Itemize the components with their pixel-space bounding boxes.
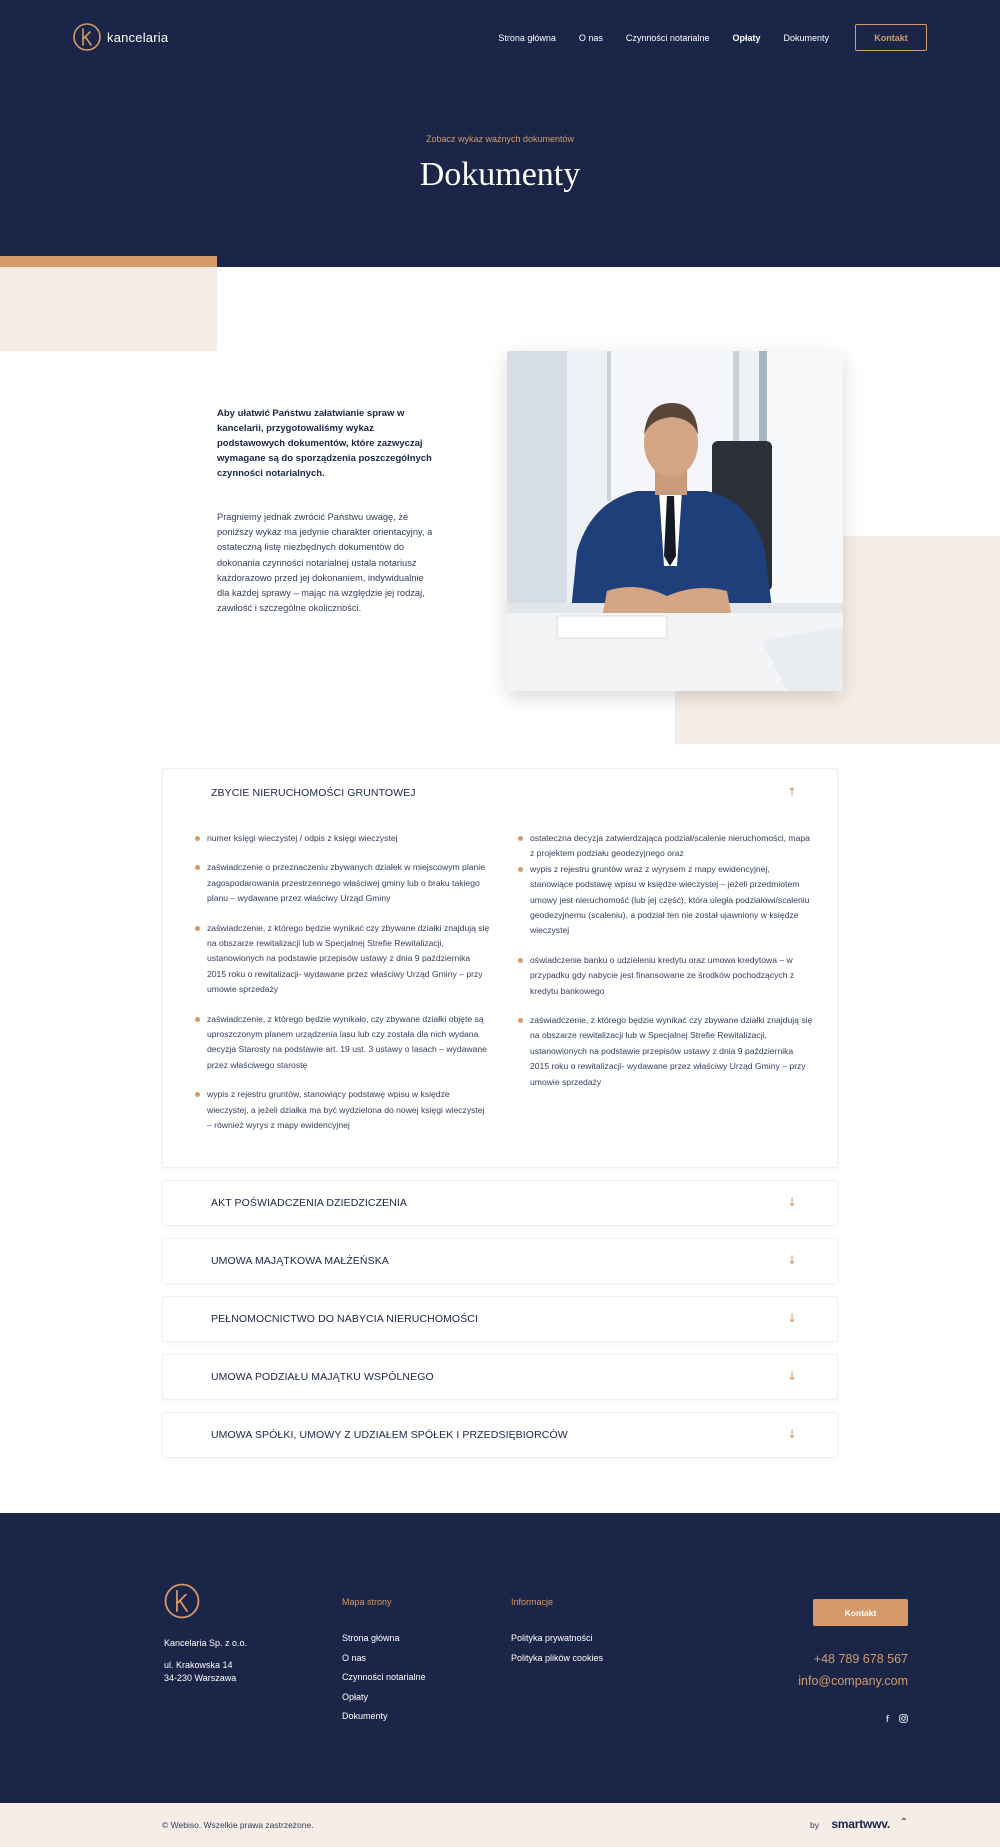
decorative-accent-bar: [0, 256, 217, 267]
accordion-title: UMOWA MAJĄTKOWA MAŁŻEŃSKA: [211, 1255, 389, 1267]
nav-item-fees[interactable]: Opłaty: [732, 32, 761, 43]
footer-company-name: Kancelaria Sp. z o.o.: [164, 1638, 248, 1648]
bullet-dot-icon: [518, 1018, 523, 1023]
accordion-title: UMOWA PODZIAŁU MAJĄTKU WSPÓLNEGO: [211, 1371, 434, 1383]
bullet-dot-icon: [195, 1092, 200, 1097]
arrow-down-icon: ↓: [786, 1369, 797, 1383]
footer-link-fees[interactable]: Opłaty: [342, 1691, 369, 1702]
footer-contact-button[interactable]: Kontakt: [813, 1599, 908, 1626]
by-label: by: [810, 1820, 819, 1830]
accordion-item-open: [162, 768, 838, 1168]
bullet-dot-icon: [195, 926, 200, 931]
bullet-dot-icon: [518, 867, 523, 872]
hero-header: [0, 0, 1000, 267]
bullet-dot-icon: [195, 1017, 200, 1022]
address-line: 34-230 Warszawa: [164, 1673, 237, 1683]
accordion-title[interactable]: ZBYCIE NIERUCHOMOŚCI GRUNTOWEJ: [211, 787, 416, 799]
documents-list-right: [518, 831, 814, 1104]
footer-sitemap-heading: Mapa strony: [342, 1597, 392, 1607]
social-links: [876, 1714, 908, 1726]
nav-item-documents[interactable]: Dokumenty: [783, 32, 829, 43]
footer-link-documents[interactable]: Dokumenty: [342, 1711, 388, 1721]
documents-accordion: [162, 768, 838, 1458]
nav-item-about[interactable]: O nas: [578, 32, 603, 43]
footer-link-home[interactable]: Strona główna: [342, 1633, 400, 1643]
address-line: ul. Krakowska 14: [164, 1660, 233, 1670]
nav-item-notarial-acts[interactable]: Czynności notarialne: [625, 32, 710, 43]
list-item: numer księgi wieczystej / odpis z księgi wieczystej: [195, 831, 491, 846]
logo-k-icon: [163, 1582, 201, 1620]
footer-info-heading: Informacje: [511, 1597, 554, 1607]
page-title: Dokumenty: [419, 156, 581, 193]
footer-phone[interactable]: +48 789 678 567: [813, 1652, 908, 1666]
footer-link-cookies[interactable]: Polityka plików cookies: [511, 1652, 604, 1663]
bullet-dot-icon: [518, 836, 523, 841]
logo[interactable]: [72, 22, 168, 52]
accordion-title: UMOWA SPÓŁKI, UMOWY Z UDZIAŁEM SPÓŁEK I PRZEDSIĘBIORCÓW: [211, 1429, 568, 1441]
accordion-item-marital-agreement[interactable]: [162, 1238, 838, 1284]
footer-email[interactable]: info@company.com: [798, 1674, 908, 1688]
accordion-item-power-of-attorney[interactable]: [162, 1296, 838, 1342]
logo-text: kancelaria: [107, 29, 169, 45]
footer: [0, 1513, 1000, 1803]
agency-logo[interactable]: smartwwv.: [831, 1817, 890, 1831]
bottom-bar: [0, 1803, 1000, 1847]
accordion-title: AKT POŚWIADCZENIA DZIEDZICZENIA: [211, 1197, 408, 1209]
contact-button[interactable]: Kontakt: [855, 24, 927, 51]
copyright: © Webiso. Wszelkie prawa zastrzeżone.: [162, 1820, 314, 1830]
list-item: zaświadczenie, z którego będzie wynikać czy zbywane działki znajdują się na obszarze rewitalizacji lub w Specjalnej Strefie Rewitalizacji, ustanowionych na podstawie przepisów ustawy z dnia 9 października 2015 roku o rewitalizacji- wydawane przez właściwy Urząd Gminy – przy umowie sprzedaży: [195, 921, 491, 998]
arrow-down-icon: ↓: [786, 1195, 797, 1209]
list-item: wypis z rejestru gruntów wraz z wyrysem z mapy ewidencyjnej, stanowiące podstawę wpisu w księdze wieczystej – jeżeli przedmiotem umowy jest nieruchomość (lub jej część), która uległa podziałowi/scaleniu geodezyjnemu (scaleniu), a podział ten nie został ujawniony w księdze wieczystej: [518, 862, 814, 939]
arrow-up-icon[interactable]: ↑: [786, 785, 797, 799]
footer-sitemap-links: [342, 1633, 426, 1731]
facebook-icon[interactable]: f: [885, 1715, 889, 1725]
bullet-dot-icon: [195, 836, 200, 841]
instagram-icon[interactable]: [899, 1714, 908, 1726]
documents-list-left: [195, 831, 491, 1148]
footer-link-privacy[interactable]: Polityka prywatności: [511, 1633, 593, 1643]
accordion-title: PEŁNOMOCNICTWO DO NABYCIA NIERUCHOMOŚCI: [211, 1313, 479, 1325]
decorative-cream-block-left: [0, 267, 217, 351]
accordion-item-property-division[interactable]: [162, 1354, 838, 1400]
scroll-top-chevron-up-icon[interactable]: ⌃: [899, 1817, 908, 1828]
accordion-item-company-agreement[interactable]: [162, 1412, 838, 1458]
list-item: ostateczna decyzja zatwierdzająca podział/scalenie nieruchomości, mapa z projektem podziału geodezyjnego oraz: [518, 831, 814, 862]
arrow-down-icon: ↓: [786, 1253, 797, 1267]
footer-address: [164, 1659, 236, 1685]
arrow-down-icon: ↓: [786, 1427, 797, 1441]
list-item: zaświadczenie, z którego będzie wynikać czy zbywane działki znajdują się na obszarze rewitalizacji lub w Specjalnej Strefie Rewitalizacji, ustanowionych na podstawie przepisów ustawy z dnia 9 października 2015 roku o rewitalizacji- wydawane przez właściwy Urząd Gminy – przy umowie sprzedaży: [518, 1013, 814, 1090]
accordion-item-inheritance[interactable]: [162, 1180, 838, 1226]
bullet-dot-icon: [195, 865, 200, 870]
bullet-dot-icon: [518, 958, 523, 963]
intro-lead: Aby ułatwić Państwu załatwianie spraw w kancelarii, przygotowaliśmy wykaz podstawowych dokumentów, które zazwyczaj wymagane są do sporządzenia poszczególnych czynności notarialnych.: [217, 408, 432, 479]
intro-body: Pragniemy jednak zwrócić Państwu uwagę, że poniższy wykaz ma jedynie charakter orientacyjny, a ostateczną listę niezbędnych dokumentów do dokonania czynności notarialnej ustala notariusz każdorazowo przed jej dokonaniem, indywidualnie dla każdej sprawy – mając na względzie jej rodzaj, zawiłość i szczególne okoliczności.: [217, 512, 433, 614]
hero-eyebrow: Zobacz wykaz ważnych dokumentów: [425, 134, 575, 144]
footer-link-notarial-acts[interactable]: Czynności notarialne: [342, 1672, 426, 1682]
footer-link-about[interactable]: O nas: [342, 1652, 367, 1663]
list-item: zaświadczenie, z którego będzie wynikało, czy zbywane działki objęte są uproszczonym planem urządzenia lasu lub czy została dla nich wydana decyzja Starosty na podstawie art. 19 ust. 3 ustawy o lasach – wydawane przez właściwego starostę: [195, 1012, 491, 1074]
list-item: oświadczenie banku o udzieleniu kredytu oraz umowa kredytowa – w przypadku gdy nabycie jest finansowane ze środków pochodzących z kredytu bankowego: [518, 953, 814, 999]
logo-k-icon: [72, 22, 102, 52]
list-item: wypis z rejestru gruntów, stanowiący podstawę wpisu w księdze wieczystej, a jeżeli działka ma być wydzielona do nowej księgi wieczystej – również wyrys z mapy ewidencyjnej: [195, 1087, 491, 1133]
nav-item-home[interactable]: Strona główna: [498, 32, 556, 43]
main-nav: [498, 24, 927, 51]
footer-info-links: [511, 1633, 603, 1672]
list-item: zaświadczenie o przeznaczeniu zbywanych działek w miejscowym planie zagospodarowania przestrzennego właściwej gminy lub o braku takiego planu – wydawane przez właściwy Urząd Gminy: [195, 860, 491, 906]
arrow-down-icon: ↓: [786, 1311, 797, 1325]
footer-logo[interactable]: [163, 1582, 201, 1624]
notary-photo: [507, 351, 843, 691]
